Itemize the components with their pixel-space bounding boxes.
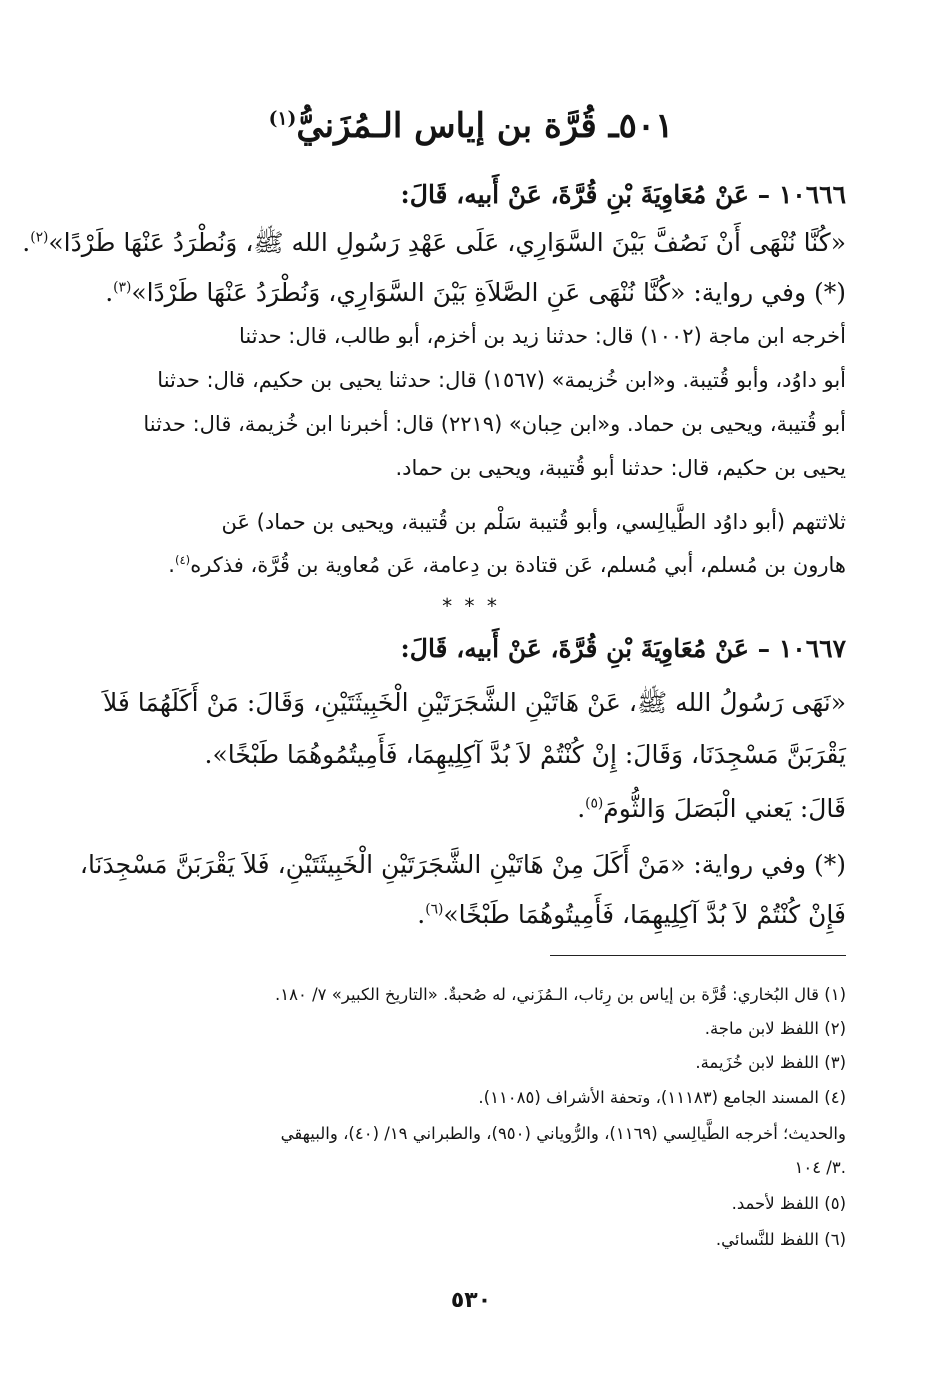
chain-text: هارون بن مُسلم، أبي مُسلم، عَن قتادة بن دِعامة، عَن مُعاوية بن قُرَّة، فذكره: [190, 553, 846, 577]
hadith-10667-note: قَالَ: يَعني الْبَصَلَ وَالثُّومَ$^{(٥)}$.: [577, 794, 846, 823]
takhrij-line: أبو قُتيبة، ويحيى بن حماد. و«ابن حِبان» (٢٢١٩) قال: أخبرنا ابن خُزيمة، قال: حدثنا: [143, 412, 846, 436]
chain-line: هارون بن مُسلم، أبي مُسلم، عَن قتادة بن دِعامة، عَن مُعاوية بن قُرَّة، فذكره$^{(٤)}$.: [168, 553, 846, 577]
footnote-ref: (٦): [425, 901, 444, 918]
variant-text: (*) وفي رواية: «كُنَّا نُنْهَى عَنِ الصَّلاَةِ بَيْنَ السَّوَارِي، وَنُطْرَدُ عَنْهَا طَرْدًا»: [131, 278, 846, 307]
page-title: [0, 106, 942, 147]
variant-text: فَإِنْ كُنْتُمْ لاَ بُدَّ آكِلِيهِمَا، فَأَمِيتُوهُمَا طَبْخًا»: [443, 900, 846, 929]
hadith-10667-text-line: يَقْرَبَنَّ مَسْجِدَنَا، وَقَالَ: إِنْ كُنْتُمْ لاَ بُدَّ آكِلِيهِمَا، فَأَمِيتُمُوهُمَا طَبْخًا».: [204, 740, 846, 769]
footnote: (١) قال البُخاري: قُرَّة بن إياس بن رِئاب، الـمُزَني، له صُحبةٌ. «التاريخ الكبير» ٧/ ١٨٠.: [275, 985, 846, 1004]
hadith-text: «كُنَّا نُنْهَى أَنْ نَصُفَّ بَيْنَ السَّوَارِي، عَلَى عَهْدِ رَسُولِ الله ﷺ، وَنُطْرَدُ عَنْهَا طَرْدًا»: [48, 228, 846, 257]
footnote-divider: [550, 955, 846, 956]
takhrij-line: يحيى بن حكيم، قال: حدثنا أبو قُتيبة، ويحيى بن حماد.: [395, 456, 846, 480]
hadith-10667-intro: ١٠٦٦٧ – عَنْ مُعَاوِيَةَ بْنِ قُرَّةَ، عَنْ أَبيه، قَالَ:: [400, 634, 846, 663]
footnote: (٥) اللفظ لأحمد.: [731, 1194, 846, 1213]
footnote: (٦) اللفظ للنَّسائي.: [715, 1230, 846, 1249]
footnote-ref: (٣): [113, 279, 132, 296]
takhrij-line: أبو داوُد، وأبو قُتيبة. و«ابن خُزيمة» (١٥٦٧) قال: حدثنا يحيى بن حكيم، قال: حدثنا: [157, 368, 846, 392]
hadith-10667-text-line: «نَهَى رَسُولُ الله ﷺ، عَنْ هَاتَيْنِ الشَّجَرَتَيْنِ الْخَبِيثَتَيْنِ، وَقَالَ: مَنْ أَكَلَهُمَا فَلاَ: [102, 688, 846, 717]
hadith-10667-variant-line: (*) وفي رواية: «مَنْ أَكَلَ مِنْ هَاتَيْنِ الشَّجَرَتَيْنِ الْخَبِيثَتَيْنِ، فَلاَ يَقْرَبَنَّ مَسْجِدَنَا،: [79, 850, 846, 879]
footnote: (٣) اللفظ لابن خُزَيمة.: [695, 1053, 846, 1072]
footnote-ref: (١): [268, 107, 297, 130]
hadith-10667-variant-line: فَإِنْ كُنْتُمْ لاَ بُدَّ آكِلِيهِمَا، فَأَمِيتُوهُمَا طَبْخًا»$^{(٦)}$.: [417, 900, 846, 929]
footnote: ٣/ ١٠٤.: [794, 1158, 846, 1177]
footnote: والحديث؛ أخرجه الطَّيالِسي (١١٦٩)، والرُّوياني (٩٥٠)، والطبراني ١٩/ (٤٠)، والبيهقي: [280, 1124, 846, 1143]
hadith-10666-intro: ١٠٦٦٦ – عَنْ مُعَاوِيَةَ بْنِ قُرَّةَ، عَنْ أَبيه، قَالَ:: [400, 180, 846, 209]
footnote: (٤) المسند الجامع (١١١٨٣)، وتحفة الأشراف (١١٠٨٥).: [478, 1088, 846, 1107]
hadith-10666-text: «كُنَّا نُنْهَى أَنْ نَصُفَّ بَيْنَ السَّوَارِي، عَلَى عَهْدِ رَسُولِ الله ﷺ، وَنُطْرَدُ عَنْهَا طَرْدًا»$^{(٢)}$.: [22, 228, 846, 257]
note-text: قَالَ: يَعني الْبَصَلَ وَالثُّومَ: [603, 794, 846, 823]
footnote: (٢) اللفظ لابن ماجة.: [704, 1019, 846, 1038]
section-separator: * * *: [442, 594, 500, 618]
hadith-10666-variant: (*) وفي رواية: «كُنَّا نُنْهَى عَنِ الصَّلاَةِ بَيْنَ السَّوَارِي، وَنُطْرَدُ عَنْهَا طَرْدًا»$^{(٣)}$.: [105, 278, 846, 307]
page-number: ٥٣٠: [450, 1288, 492, 1313]
footnote-ref: (٥): [585, 795, 604, 812]
chain-line: ثلاثتهم (أبو داوُد الطَّيالِسي، وأبو قُتيبة سَلْم بن قُتيبة، ويحيى بن حماد) عَن: [221, 510, 846, 534]
takhrij-line: أخرجه ابن ماجة (١٠٠٢) قال: حدثنا زيد بن أخزم، أبو طالب، قال: حدثنا: [239, 324, 846, 348]
footnote-ref: (٤): [174, 553, 191, 567]
title-text: ٥٠١ـ قُرَّة بن إياس الـمُزَنيُّ: [296, 106, 674, 146]
footnote-ref: (٢): [30, 229, 49, 246]
